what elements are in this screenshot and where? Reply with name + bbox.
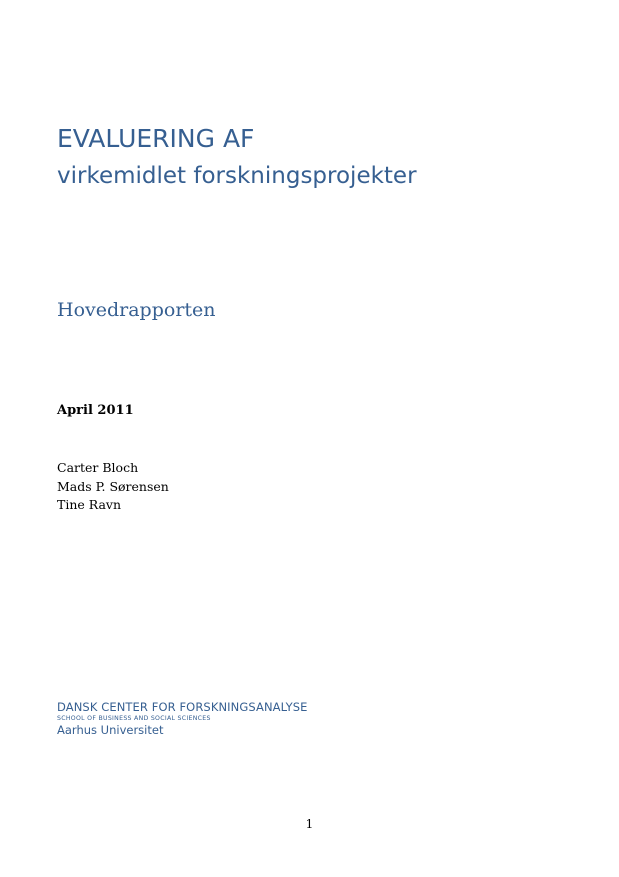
author-name: Carter Bloch (57, 460, 139, 475)
author-name: Mads P. Sørensen (57, 478, 169, 494)
document-title-subline: virkemidlet forskningsprojekter (57, 163, 417, 189)
organization-name: DANSK CENTER FOR FORSKNINGSANALYSE (57, 700, 308, 714)
author-name: Tine Ravn (57, 497, 122, 512)
organization-school: SCHOOL OF BUSINESS AND SOCIAL SCIENCES (57, 715, 211, 722)
document-date: April 2011 (57, 403, 134, 418)
organization-block (57, 700, 308, 737)
page-number: 1 (305, 817, 314, 831)
document-title: EVALUERING AF (57, 124, 255, 153)
document-subtitle: Hovedrapporten (57, 299, 216, 321)
author-list (57, 459, 169, 515)
organization-university: Aarhus Universitet (57, 723, 164, 737)
